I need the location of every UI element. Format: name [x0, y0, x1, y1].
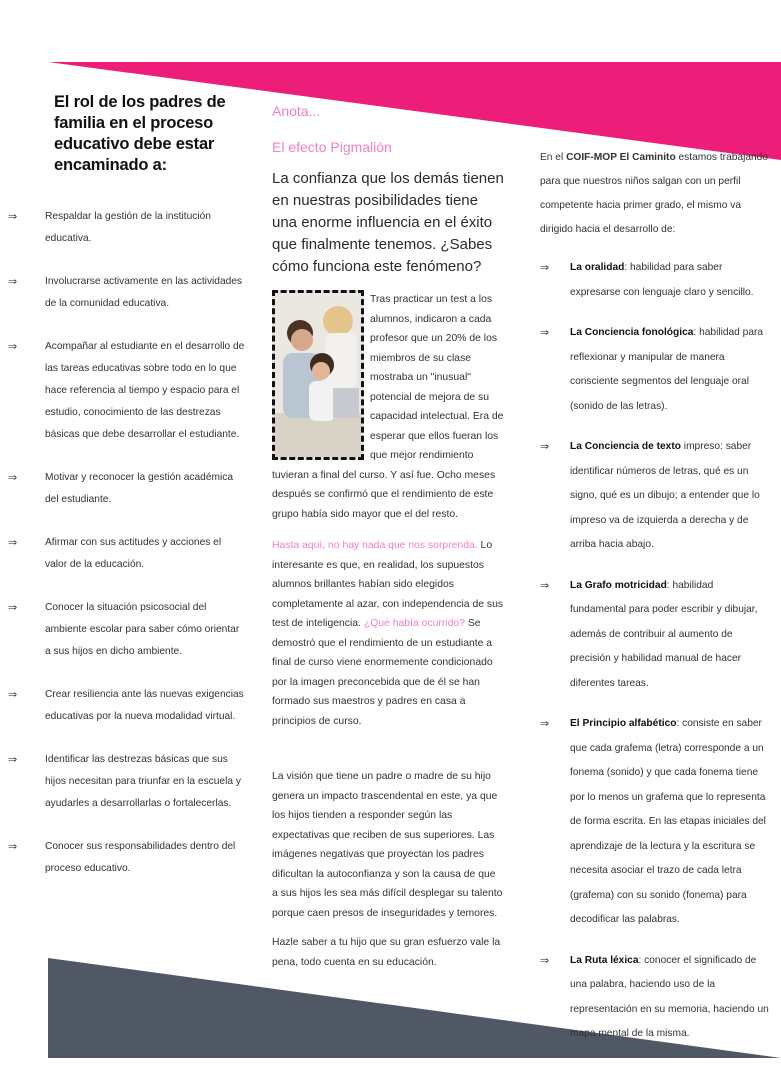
list-item-text: Identificar las destrezas básicas que sus hijos necesitan para triunfar en la escuela y ayudarles a desarrollarlas o fortalecerlas.	[45, 754, 241, 809]
skill-term: La Conciencia fonológica	[570, 327, 694, 338]
family-photo	[272, 290, 364, 460]
arrow-icon: ⇒	[8, 841, 18, 853]
skill-item	[540, 256, 772, 305]
skill-item	[540, 949, 772, 1047]
skill-description: : habilidad para saber expresarse con lenguaje claro y sencillo.	[570, 262, 754, 298]
skill-description: : consiste en saber que cada grafema (letra) corresponde a un fonema (sonido) y que cada fonema tiene por lo menos un grafema que lo representa de forma escrita. En las etapas iniciales del aprendizaje de la lectura y la escritura se necesita asociar el trazo de cada letra (grafema) con su sonido (fonema) para decodificar las palabras.	[570, 718, 766, 925]
list-item	[0, 271, 245, 315]
parent-vision-paragraph: La visión que tiene un padre o madre de su hijo genera un impacto trascendental en este, ya que los hijos tienden a responder según las expectativas que reciben de sus superiores. Las imágenes negativas que proyectan los padres dificultan la autoconfianza y son la causa de que a sus hijos les sea más difícil desplegar su talento porque caen presos de inseguridades y temores.	[272, 771, 503, 919]
list-item	[0, 836, 245, 880]
intro-text-a: En el	[540, 152, 567, 163]
list-item-text: Motivar y reconocer la gestión académica del estudiante.	[45, 472, 233, 505]
list-item-text: Respaldar la gestión de la institución educativa.	[45, 211, 211, 244]
skill-item	[540, 712, 772, 933]
surprise-paragraph	[272, 536, 504, 731]
arrow-icon: ⇒	[540, 718, 550, 730]
surprise-text-a: Lo interesante es que, en realidad, los supuestos alumnos brillantes habían sido elegidos completamente al azar, con independencia de sus test de inteligencia.	[272, 540, 504, 629]
arrow-icon: ⇒	[8, 276, 18, 288]
skills-list	[540, 256, 772, 1047]
arrow-icon: ⇒	[540, 441, 550, 453]
skill-description: : habilidad para reflexionar y manipular de manera consciente segmentos del lenguaje oral (sonido de las letras).	[570, 327, 764, 412]
arrow-icon: ⇒	[8, 602, 18, 614]
arrow-icon: ⇒	[540, 262, 550, 274]
skill-term: El Principio alfabético	[570, 718, 677, 729]
list-item	[0, 206, 245, 250]
family-photo-illustration	[275, 293, 361, 457]
surprise-text-b: Se demostró que el rendimiento de un estudiante a final de curso viene enormemente condicionado por la imagen preconcebida que de él se han formado sus maestros y padres en casa a principios de curso.	[272, 618, 493, 727]
left-heading: El rol de los padres de familia en el proceso educativo debe estar encaminado a:	[54, 93, 226, 174]
arrow-icon: ⇒	[540, 954, 550, 967]
arrow-icon: ⇒	[540, 327, 550, 339]
anota-label: Anota...	[272, 103, 321, 119]
left-column	[0, 92, 245, 901]
coif-name: COIF-MOP El Caminito	[566, 152, 676, 163]
skill-item	[540, 435, 772, 558]
right-column	[540, 146, 772, 1063]
list-item	[0, 336, 245, 446]
arrow-icon: ⇒	[8, 472, 18, 484]
intro-text-b: estamos trabajando para que nuestros niños salgan con un perfil competente hacia primer grado, el mismo va dirigido hacia el desarrollo de:	[540, 152, 768, 235]
skill-term: La Ruta léxica	[570, 954, 639, 966]
arrow-icon: ⇒	[8, 341, 18, 353]
skill-term: La oralidad	[570, 262, 625, 273]
skill-term: La Grafo motricidad	[570, 579, 667, 591]
skill-description: : conocer el significado de una palabra, haciendo uso de la representación en su memoria, haciendo un mapa mental de la misma.	[570, 954, 769, 1039]
list-item	[0, 467, 245, 511]
list-item-text: Crear resiliencia ante las nuevas exigencias educativas por la nueva modalidad virtual.	[45, 689, 244, 722]
skill-term: La Conciencia de texto	[570, 441, 681, 452]
arrow-icon: ⇒	[8, 689, 18, 701]
encouragement-paragraph: Hazle saber a tu hijo que su gran esfuerzo vale la pena, todo cuenta en su educación.	[272, 937, 501, 968]
list-item	[0, 532, 245, 576]
list-item	[0, 684, 245, 728]
list-item-text: Acompañar al estudiante en el desarrollo de las tareas educativas sobre todo en lo que hace referencia al tiempo y espacio para el estudio, conocimiento de las destrezas básicas que debe desarrollar el estudiante.	[45, 341, 245, 440]
list-item-text: Conocer sus responsabilidades dentro del proceso educativo.	[45, 841, 236, 874]
surprise-highlight: Hasta aquí, no hay nada que nos sorprenda.	[272, 540, 478, 551]
experiment-paragraph: Tras practicar un test a los alumnos, indicaron a cada profesor que un 20% de los miembros de su clase mostraba un "inusual" potencial de mejora de su capacidad intelectual. Era de esperar que ellos fueran los que mejor rendimiento tuvieran a final del curso. Y así fue. Ocho meses después se confirmó que el rendimiento de este grupo había sido mayor que el del resto.	[272, 294, 504, 520]
arrow-icon: ⇒	[8, 211, 18, 223]
arrow-icon: ⇒	[8, 754, 18, 766]
parent-roles-list	[0, 206, 245, 880]
coif-intro	[540, 146, 772, 242]
arrow-icon: ⇒	[540, 579, 550, 592]
list-item	[0, 597, 245, 663]
list-item	[0, 749, 245, 815]
list-item-text: Involucrarse activamente en las actividades de la comunidad educativa.	[45, 276, 243, 309]
skill-description: : habilidad fundamental para poder escribir y dibujar, además de contribuir al aumento de precisión y habilidad manual de hacer diferentes tareas.	[570, 579, 758, 689]
list-item-text: Conocer la situación psicosocial del ambiente escolar para saber cómo orientar a sus hijos en dicho ambiente.	[45, 602, 240, 657]
lead-paragraph: La confianza que los demás tienen en nuestras posibilidades tiene una enorme influencia en el éxito que finalmente tenemos. ¿Sabes cómo funciona este fenómeno?	[272, 170, 504, 275]
skill-item	[540, 321, 772, 419]
skill-description: impreso: saber identificar números de letras, qué es un signo, qué es un dibujo; a entender que lo impreso va de izquierda a derecha y de arriba hacia abajo.	[570, 441, 760, 550]
question-highlight: ¿Qué había ocurrido?	[363, 618, 465, 629]
pigmalion-subtitle: El efecto Pigmalión	[272, 139, 392, 155]
list-item-text: Afirmar con sus actitudes y acciones el valor de la educación.	[45, 537, 222, 570]
arrow-icon: ⇒	[8, 537, 18, 549]
middle-column	[272, 102, 504, 972]
skill-item	[540, 574, 772, 697]
